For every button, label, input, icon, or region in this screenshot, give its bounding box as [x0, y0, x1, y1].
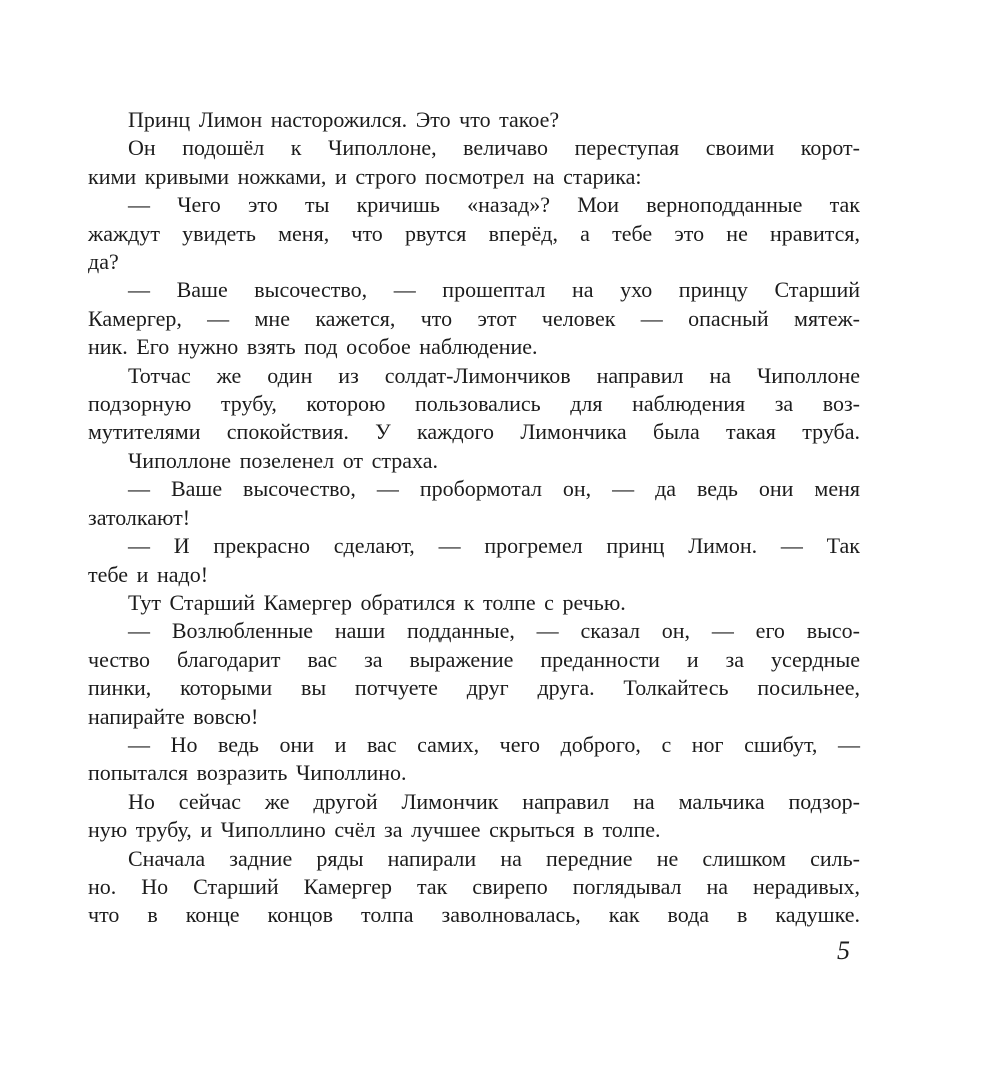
- text-line: Чиполлоне позеленел от страха.: [128, 447, 438, 473]
- text-line: жаждут увидеть меня, что рвутся вперёд, а тебе это не нравится,: [88, 220, 860, 246]
- text-line: мутителями спокойствия. У каждого Лимончика была такая труба.: [88, 419, 860, 445]
- text-line: ную трубу, и Чиполлино счёл за лучшее скрыться в толпе.: [88, 817, 661, 843]
- paragraph: [88, 191, 860, 276]
- text-line: Тут Старший Камергер обратился к толпе с речью.: [128, 589, 626, 615]
- text-line: попытался возразить Чиполлино.: [88, 760, 407, 786]
- text-line: но. Но Старший Камергер так свирепо поглядывал на нерадивых,: [88, 873, 860, 899]
- text-line: затолкают!: [88, 504, 191, 530]
- text-line: Тотчас же один из солдат-Лимончиков направил на Чиполлоне: [128, 362, 860, 388]
- paragraph: [88, 845, 860, 930]
- text-line: подзорную трубу, которою пользовались для наблюдения за воз-: [88, 391, 860, 417]
- text-line: кими кривыми ножками, и строго посмотрел на старика:: [88, 163, 642, 189]
- text-line: — Ваше высочество, — пробормотал он, — да ведь они меня: [128, 476, 860, 502]
- text-line: тебе и надо!: [88, 561, 209, 587]
- text-line: напирайте вовсю!: [88, 703, 259, 729]
- text-line: что в конце концов толпа заволновалась, как вода в кадушке.: [88, 902, 860, 928]
- text-line: Но сейчас же другой Лимончик направил на мальчика подзор-: [128, 788, 860, 814]
- text-line: Сначала задние ряды напирали на передние не слишком силь-: [128, 845, 860, 871]
- text-line: Камергер, — мне кажется, что этот человек — опасный мятеж-: [88, 305, 860, 331]
- paragraph: [88, 617, 860, 731]
- paragraph: [88, 532, 860, 589]
- paragraph: [88, 731, 860, 788]
- paragraph: [88, 106, 860, 134]
- text-line: — Но ведь они и вас самих, чего доброго, с ног сшибут, —: [128, 731, 860, 757]
- paragraph: [88, 788, 860, 845]
- paragraph: [88, 589, 860, 617]
- text-line: — Чего это ты кричишь «назад»? Мои верноподданные так: [128, 192, 860, 218]
- text-line: — Возлюбленные наши подданные, — сказал он, — его высо-: [128, 618, 860, 644]
- paragraph: [88, 447, 860, 475]
- text-line: чество благодарит вас за выражение преданности и за усердные: [88, 646, 860, 672]
- text-line: — И прекрасно сделают, — прогремел принц Лимон. — Так: [128, 533, 860, 559]
- text-line: да?: [88, 249, 119, 275]
- paragraph: [88, 475, 860, 532]
- text-line: пинки, которыми вы потчуете друг друга. Толкайтесь посильнее,: [88, 675, 860, 701]
- paragraph: [88, 362, 860, 447]
- paragraph: [88, 276, 860, 361]
- text-line: Принц Лимон насторожился. Это что такое?: [128, 107, 560, 132]
- text-line: ник. Его нужно взять под особое наблюдение.: [88, 334, 538, 360]
- paragraph: [88, 134, 860, 191]
- page-number: 5: [837, 936, 850, 965]
- text-line: Он подошёл к Чиполлоне, величаво переступая своими корот-: [128, 135, 860, 161]
- text-block: [88, 106, 860, 930]
- text-line: — Ваше высочество, — прошептал на ухо принцу Старший: [128, 277, 860, 303]
